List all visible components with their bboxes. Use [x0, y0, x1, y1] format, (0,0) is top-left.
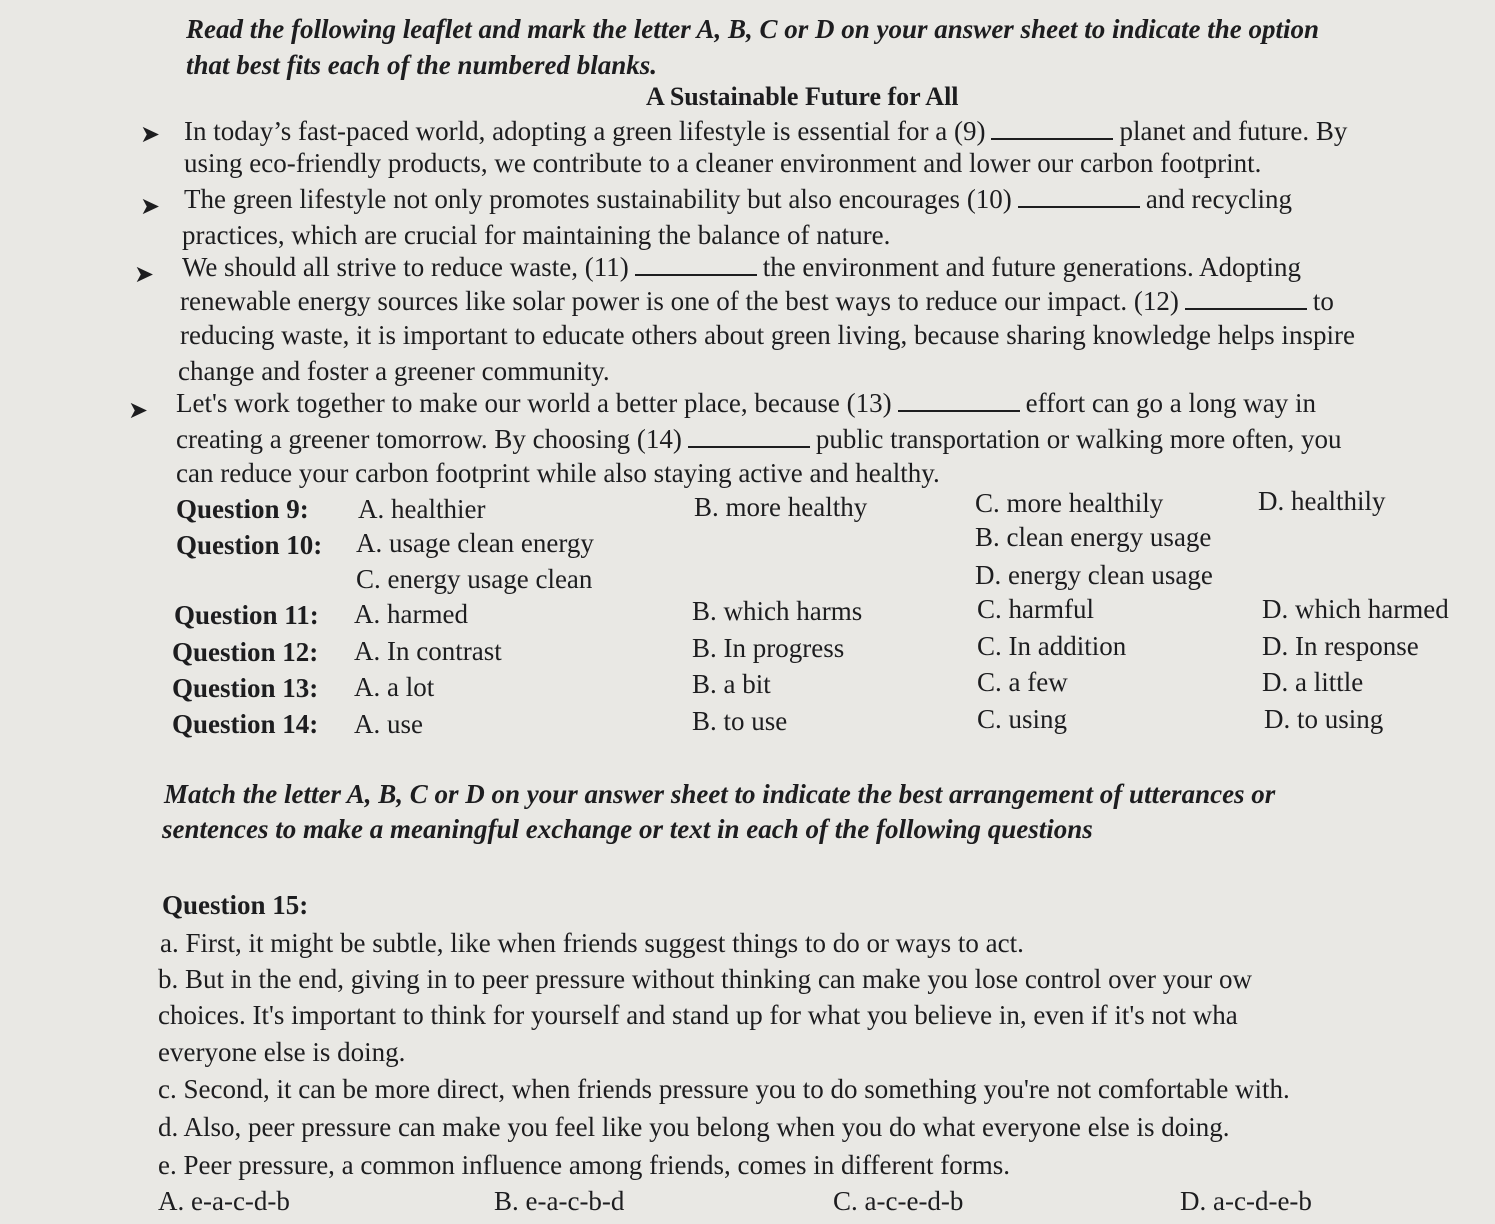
- blank-10: [1018, 186, 1140, 208]
- p4-line-2: creating a greener tomorrow. By choosing (14) public transportation or walking more often, you: [176, 424, 1342, 454]
- p1-line-1: In today’s fast-paced world, adopting a green lifestyle is essential for a (9) planet and future. By: [184, 116, 1348, 146]
- question-14-option-d[interactable]: D. to using: [1264, 704, 1384, 734]
- question-12-option-c[interactable]: C. In addition: [977, 631, 1127, 661]
- q15-sentence-d: d. Also, peer pressure can make you feel like you belong when you do what everyone else is doing.: [158, 1112, 1230, 1142]
- p3-line-2: renewable energy sources like solar power is one of the best ways to reduce our impact. (12) to: [180, 286, 1334, 316]
- p4-line-1: Let's work together to make our world a better place, because (13) effort can go a long way in: [176, 388, 1317, 418]
- question-9-option-d[interactable]: D. healthily: [1258, 486, 1386, 516]
- q15-sentence-b-line-1: b. But in the end, giving in to peer pressure without thinking can make you lose control over your ow: [158, 964, 1253, 994]
- p2-line-2: practices, which are crucial for maintaining the balance of nature.: [182, 220, 891, 250]
- question-9-option-b[interactable]: B. more healthy: [694, 492, 868, 522]
- blank-9: [991, 118, 1113, 140]
- question-9-option-a[interactable]: A. healthier: [358, 494, 486, 524]
- bullet-arrow-icon: ➤: [140, 122, 161, 148]
- question-11-option-b[interactable]: B. which harms: [692, 596, 863, 626]
- question-12-option-d[interactable]: D. In response: [1262, 631, 1419, 661]
- q15-sentence-b-line-2: choices. It's important to think for yourself and stand up for what you believe in, even if it's not wha: [158, 1000, 1238, 1030]
- question-14-option-c[interactable]: C. using: [977, 704, 1068, 734]
- q15-sentence-c: c. Second, it can be more direct, when friends pressure you to do something you're not comfortable with.: [158, 1074, 1290, 1104]
- blank-14: [688, 426, 810, 448]
- question-9-label: Question 9:: [176, 494, 309, 524]
- instructions-2-line-2: sentences to make a meaningful exchange or text in each of the following questions: [162, 814, 1093, 844]
- question-14-label: Question 14:: [172, 709, 319, 739]
- question-9-option-c[interactable]: C. more healthily: [975, 488, 1164, 518]
- question-12-label: Question 12:: [172, 637, 319, 667]
- instructions-line-1: Read the following leaflet and mark the letter A, B, C or D on your answer sheet to indicate the option: [186, 14, 1320, 44]
- blank-12: [1185, 288, 1307, 310]
- instructions-2-line-1: Match the letter A, B, C or D on your answer sheet to indicate the best arrangement of utterances or: [164, 779, 1276, 809]
- q15-sentence-b-line-3: everyone else is doing.: [158, 1037, 406, 1067]
- question-14-option-b[interactable]: B. to use: [692, 706, 788, 736]
- question-13-option-b[interactable]: B. a bit: [692, 669, 771, 699]
- blank-13: [898, 390, 1020, 412]
- leaflet-title: A Sustainable Future for All: [646, 82, 959, 111]
- question-15-label: Question 15:: [162, 890, 309, 920]
- question-14-option-a[interactable]: A. use: [354, 709, 423, 739]
- question-13-option-c[interactable]: C. a few: [977, 667, 1068, 697]
- instructions-line-2: that best fits each of the numbered blanks.: [186, 50, 658, 80]
- question-10-option-d[interactable]: D. energy clean usage: [975, 560, 1213, 590]
- question-15-option-d[interactable]: D. a-c-d-e-b: [1180, 1186, 1312, 1216]
- question-10-option-a[interactable]: A. usage clean energy: [356, 528, 594, 558]
- question-11-option-a[interactable]: A. harmed: [354, 599, 468, 629]
- blank-11: [635, 254, 757, 276]
- p4-line-3: can reduce your carbon footprint while also staying active and healthy.: [176, 458, 940, 488]
- question-13-option-d[interactable]: D. a little: [1262, 667, 1364, 697]
- question-15-option-b[interactable]: B. e-a-c-b-d: [494, 1186, 625, 1216]
- question-12-option-b[interactable]: B. In progress: [692, 633, 845, 663]
- p3-line-3: reducing waste, it is important to educate others about green living, because sharing knowledge helps inspire: [180, 320, 1355, 350]
- p3-line-1: We should all strive to reduce waste, (11) the environment and future generations. Adopting: [182, 252, 1302, 282]
- question-13-option-a[interactable]: A. a lot: [354, 672, 435, 702]
- question-13-label: Question 13:: [172, 673, 319, 703]
- question-12-option-a[interactable]: A. In contrast: [354, 636, 502, 666]
- bullet-arrow-icon: ➤: [134, 262, 155, 288]
- q15-sentence-e: e. Peer pressure, a common influence among friends, comes in different forms.: [158, 1150, 1010, 1180]
- p1-line-2: using eco-friendly products, we contribute to a cleaner environment and lower our carbon footprint.: [184, 148, 1262, 178]
- question-11-option-c[interactable]: C. harmful: [977, 594, 1094, 624]
- q15-sentence-a: a. First, it might be subtle, like when friends suggest things to do or ways to act.: [160, 928, 1024, 958]
- question-11-option-d[interactable]: D. which harmed: [1262, 594, 1449, 624]
- question-10-option-b[interactable]: B. clean energy usage: [975, 522, 1212, 552]
- bullet-arrow-icon: ➤: [128, 398, 149, 424]
- question-11-label: Question 11:: [174, 600, 319, 630]
- p3-line-4: change and foster a greener community.: [178, 356, 610, 386]
- bullet-arrow-icon: ➤: [140, 194, 161, 220]
- question-10-label: Question 10:: [176, 530, 323, 560]
- question-10-option-c[interactable]: C. energy usage clean: [356, 564, 593, 594]
- p2-line-1: The green lifestyle not only promotes sustainability but also encourages (10) and recycling: [184, 184, 1292, 214]
- question-15-option-a[interactable]: A. e-a-c-d-b: [158, 1186, 290, 1216]
- question-15-option-c[interactable]: C. a-c-e-d-b: [833, 1186, 964, 1216]
